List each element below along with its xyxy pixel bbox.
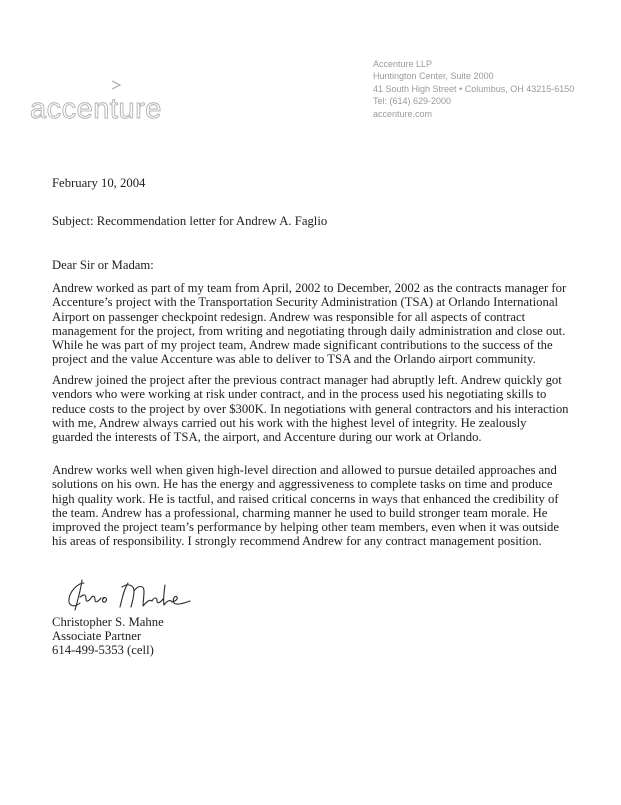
signer-block bbox=[52, 615, 164, 657]
accenture-logo-icon bbox=[30, 74, 190, 126]
svg-text:accenture: accenture bbox=[30, 93, 162, 125]
letter-salutation: Dear Sir or Madam: bbox=[52, 258, 154, 272]
signer-title: Associate Partner bbox=[52, 629, 142, 643]
paragraph-line: Airport on passenger checkpoint redesign. Andrew was responsible for all aspects of contract bbox=[52, 309, 526, 324]
paragraph-line: While he was part of my project team, Andrew made significant contributions to the success of the bbox=[52, 338, 553, 353]
letter-subject: Subject: Recommendation letter for Andrew A. Faglio bbox=[52, 214, 328, 228]
letterhead-address bbox=[373, 58, 613, 120]
paragraph-line: his areas of responsibility. I strongly recommend Andrew for any contract management position. bbox=[52, 534, 542, 549]
paragraph-line: reduce costs to the project by over $300K. In negotiations with general contractors and his interaction bbox=[52, 401, 569, 416]
company-name: Accenture LLP bbox=[373, 59, 433, 69]
company-phone: Tel: (614) 629-2000 bbox=[373, 96, 452, 107]
paragraph-line: Andrew works well when given high-level direction and allowed to pursue detailed approaches and bbox=[52, 463, 557, 477]
paragraph-line: with me, Andrew always carried out his work with the highest level of integrity. He zealously bbox=[52, 415, 527, 430]
body-paragraph-3 bbox=[52, 463, 572, 549]
company-website: accenture.com bbox=[373, 108, 433, 119]
signer-name: Christopher S. Mahne bbox=[52, 615, 164, 629]
paragraph-line: Andrew worked as part of my team from April, 2002 to December, 2002 as the contracts manager for bbox=[52, 281, 567, 295]
paragraph-line: solutions on his own. He has the energy and aggressiveness to complete tasks on time and produce bbox=[52, 477, 553, 492]
paragraph-line: guarded the interests of TSA, the airport, and Accenture during our work at Orlando. bbox=[52, 430, 482, 445]
letter-date: February 10, 2004 bbox=[52, 176, 146, 190]
handwritten-signature bbox=[64, 577, 204, 613]
company-building: Huntington Center, Suite 2000 bbox=[373, 71, 494, 82]
body-paragraph-2 bbox=[52, 373, 572, 444]
paragraph-line: project and the value Accenture was able to deliver to TSA and the Orlando airport community. bbox=[52, 352, 536, 367]
paragraph-line: Andrew joined the project after the previous contract manager had abruptly left. Andrew quickly got bbox=[52, 373, 562, 387]
paragraph-line: Accenture’s project with the Transportation Security Administration (TSA) at Orlando International bbox=[52, 295, 558, 310]
signature-icon bbox=[64, 577, 204, 613]
signer-phone: 614-499-5353 (cell) bbox=[52, 643, 154, 657]
accenture-logo bbox=[30, 74, 190, 126]
paragraph-line: improved the project team’s performance by helping other team members, even when it was outside bbox=[52, 520, 559, 535]
paragraph-line: management for the project, from writing and negotiating through daily administration and close out. bbox=[52, 323, 566, 338]
company-street: 41 South High Street • Columbus, OH 43215-6150 bbox=[373, 83, 575, 94]
paragraph-line: high quality work. He is tactful, and raised critical concerns in ways that enhanced the credibility of bbox=[52, 491, 559, 506]
paragraph-line: vendors who were working at risk under contract, and in the process used his negotiating skills to bbox=[52, 387, 547, 402]
paragraph-line: the team. Andrew has a professional, charming manner he used to build stronger team morale. He bbox=[52, 505, 548, 520]
body-paragraph-1 bbox=[52, 281, 572, 367]
